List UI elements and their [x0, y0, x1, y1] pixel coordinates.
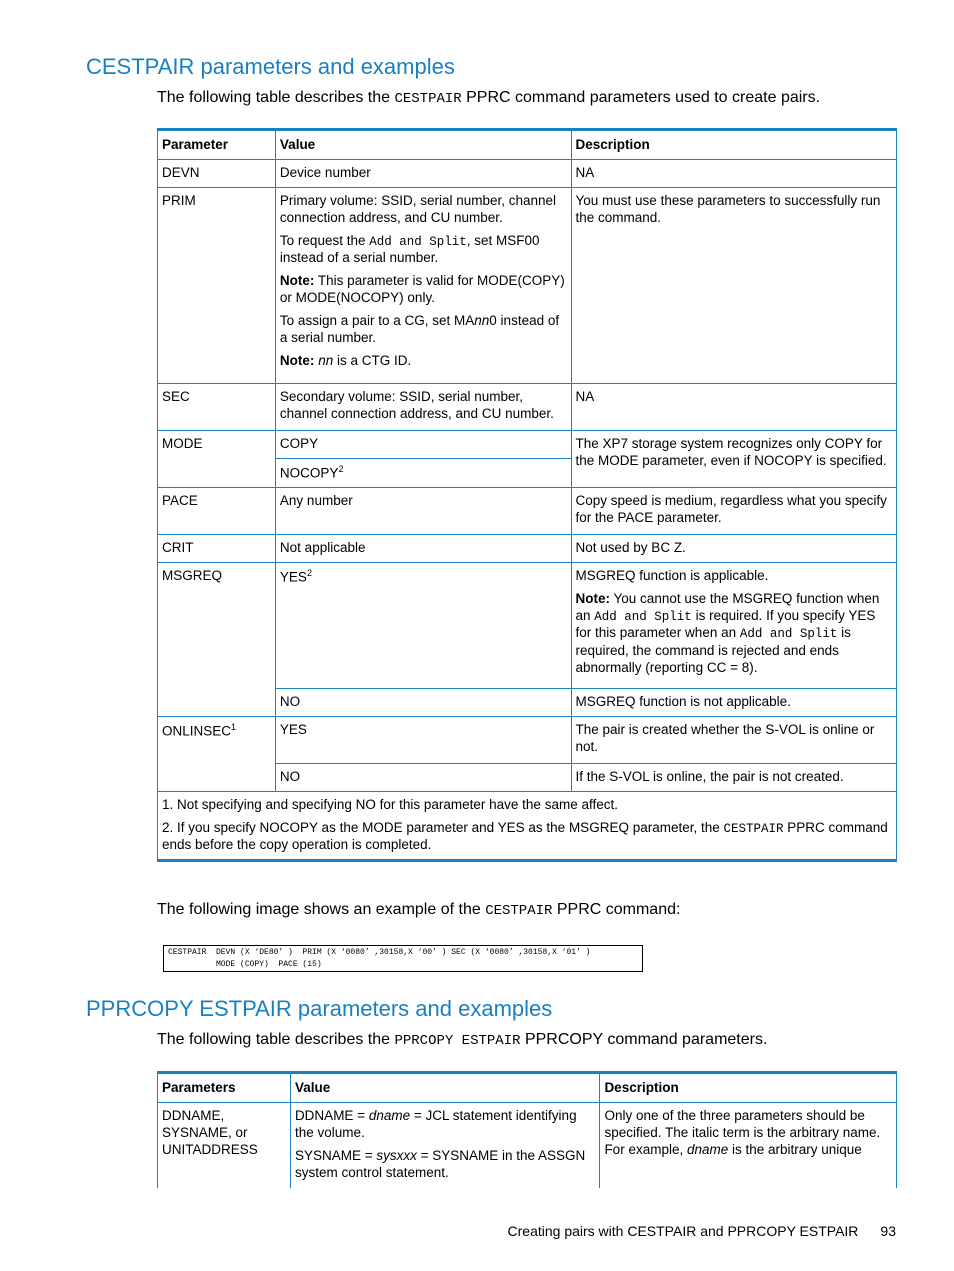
- value-cell: Any number: [275, 488, 571, 535]
- param-cell: MSGREQ: [158, 562, 276, 716]
- table-row: [158, 716, 897, 763]
- description-cell: NA: [571, 159, 896, 187]
- description-cell: Only one of the three parameters should be specified. The italic term is the arbitrary name. For example, dname is the arbitrary unique: [600, 1102, 897, 1188]
- table-row: [158, 535, 897, 563]
- param-cell: PRIM: [158, 187, 276, 383]
- header-parameter: Parameter: [158, 130, 276, 160]
- value-text: SYSNAME = sysxxx = SYSNAME in the ASSGN system control statement.: [294, 1147, 586, 1180]
- command-line: MODE (COPY) PACE (15): [168, 960, 322, 969]
- header-value: Value: [290, 1073, 600, 1103]
- value-cell: NOCOPY$^2$: [275, 458, 571, 487]
- cestpair-intro: [157, 89, 820, 107]
- description-cell: MSGREQ function is not applicable.: [571, 688, 896, 716]
- value-text: DDNAME = dname = JCL statement identifying the volume.: [294, 1107, 577, 1140]
- value-text: Primary volume: SSID, serial number, channel connection address, and CU number.: [279, 192, 557, 225]
- description-cell: NA: [571, 383, 896, 430]
- table-row: [158, 187, 897, 383]
- value-cell: [290, 1102, 600, 1188]
- table-row: [158, 562, 897, 688]
- cestpair-parameters-table: [157, 128, 897, 862]
- value-text: To assign a pair to a CG, set MAnn0 instead of a serial number.: [279, 312, 560, 345]
- table-header-row: [158, 130, 897, 160]
- table-footnotes-row: [158, 791, 897, 860]
- description-cell: Copy speed is medium, regardless what you specify for the PACE parameter.: [571, 488, 896, 535]
- table-row: [158, 159, 897, 187]
- param-cell: DEVN: [158, 159, 276, 187]
- header-description: Description: [571, 130, 896, 160]
- param-cell: SEC: [158, 383, 276, 430]
- param-cell: DDNAME, SYSNAME, or UNITADDRESS: [158, 1102, 291, 1188]
- table-row: [158, 430, 897, 458]
- param-cell: CRIT: [158, 535, 276, 563]
- intro-text: The following table describes the: [157, 89, 395, 106]
- section-heading-pprcopy: PPRCOPY ESTPAIR parameters and examples: [86, 996, 553, 1021]
- value-cell: YES: [275, 716, 571, 763]
- description-cell: The XP7 storage system recognizes only COPY for the MODE parameter, even if NOCOPY is specified.: [571, 430, 896, 487]
- description-cell: If the S-VOL is online, the pair is not created.: [571, 763, 896, 791]
- header-parameters: Parameters: [158, 1073, 291, 1103]
- header-value: Value: [275, 130, 571, 160]
- section-heading-cestpair: CESTPAIR parameters and examples: [86, 54, 455, 79]
- note-text: Note: This parameter is valid for MODE(COPY) or MODE(NOCOPY) only.: [279, 273, 565, 305]
- table-header-row: [158, 1073, 897, 1103]
- value-cell: YES$^2$: [275, 562, 571, 688]
- command-example-image: [163, 945, 643, 972]
- value-text: To request the Add and Split, set MSF00 instead of a serial number.: [279, 232, 540, 266]
- note-text: Note: You cannot use the MSGREQ function when an Add and Split is required. If you specify YES for this parameter when an Add and Split is required, the command is rejected and ends abnormally (reporting CC = 8).: [575, 590, 880, 675]
- description-cell: You must use these parameters to successfully run the command.: [571, 187, 896, 383]
- description-cell: Not used by BC Z.: [571, 535, 896, 563]
- footnote: 2. If you specify NOCOPY as the MODE parameter and YES as the MSGREQ parameter, the CESTPAIR PPRC command ends before the copy operation is completed.: [162, 819, 888, 853]
- value-cell: Secondary volume: SSID, serial number, channel connection address, and CU number.: [275, 383, 571, 430]
- command-line: CESTPAIR DEVN (X ‘DE80’ ) PRIM (X ‘0080’ ,30158,X ‘00’ ) SEC (X ‘0080’ ,30158,X ‘01’ ): [168, 948, 591, 957]
- value-cell: COPY: [275, 430, 571, 458]
- pprcopy-parameters-table: [157, 1071, 897, 1188]
- value-cell: Not applicable: [275, 535, 571, 563]
- header-description: Description: [600, 1073, 897, 1103]
- example-intro: The following image shows an example of the CESTPAIR PPRC command:: [157, 901, 681, 919]
- footer-title: Creating pairs with CESTPAIR and PPRCOPY ESTPAIR: [507, 1223, 859, 1239]
- description-cell: The pair is created whether the S-VOL is online or not.: [571, 716, 896, 763]
- value-cell: Device number: [275, 159, 571, 187]
- value-cell: NO: [275, 688, 571, 716]
- intro-code: CESTPAIR: [394, 91, 462, 107]
- table-row: [158, 383, 897, 430]
- pprcopy-intro: The following table describes the PPRCOPY ESTPAIR PPRCOPY command parameters.: [157, 1031, 768, 1049]
- value-cell: [275, 187, 571, 383]
- table-row: [158, 1102, 897, 1188]
- param-cell: ONLINSEC$^1$: [158, 716, 276, 791]
- description-text: MSGREQ function is applicable.: [575, 567, 769, 583]
- value-cell: NO: [275, 763, 571, 791]
- param-cell: PACE: [158, 488, 276, 535]
- description-cell: [571, 562, 896, 688]
- footnote: 1. Not specifying and specifying NO for this parameter have the same affect.: [162, 796, 618, 812]
- page-footer: [508, 1223, 896, 1239]
- intro-text: PPRC command parameters used to create pairs.: [461, 89, 821, 106]
- table-row: [158, 488, 897, 535]
- footnotes-cell: [158, 791, 897, 860]
- page-number: 93: [880, 1223, 896, 1239]
- note-text: Note: nn is a CTG ID.: [279, 352, 412, 368]
- param-cell: MODE: [158, 430, 276, 487]
